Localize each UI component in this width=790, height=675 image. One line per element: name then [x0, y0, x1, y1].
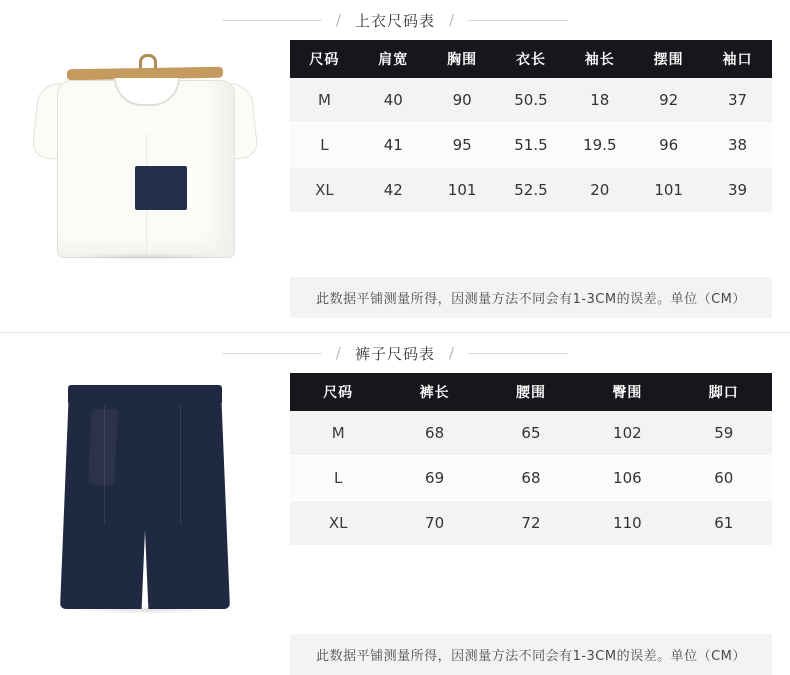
- pants-size-table-wrapper: [290, 373, 790, 546]
- table-row: [290, 411, 772, 456]
- cell-size: XL: [290, 168, 359, 213]
- cell-shoulder: 41: [359, 123, 428, 168]
- section-top: [0, 0, 790, 333]
- table-header-row: [290, 40, 772, 78]
- slash-left-icon: /: [335, 343, 341, 362]
- cell-cuff: 37: [703, 78, 772, 123]
- cell-shoulder: 40: [359, 78, 428, 123]
- cell-hip: 106: [579, 456, 675, 501]
- slash-left-icon: /: [335, 10, 341, 29]
- cell-cuff: 38: [703, 123, 772, 168]
- cell-size: L: [290, 123, 359, 168]
- slash-right-icon: /: [449, 343, 455, 362]
- section-pants-heading: [0, 333, 790, 373]
- cell-size: M: [290, 411, 386, 456]
- white-tshirt-illustration: [39, 54, 251, 259]
- section-top-title: 上衣尺码表: [354, 11, 435, 30]
- cell-size: XL: [290, 501, 386, 546]
- pants-pleat-left: [104, 405, 105, 525]
- table-row: [290, 123, 772, 168]
- column-header-pant-length: 裤长: [386, 373, 482, 411]
- column-header-sleeve-length: 袖长: [565, 40, 634, 78]
- cell-waist: 72: [483, 501, 579, 546]
- cell-bust: 101: [428, 168, 497, 213]
- pants-waistband: [68, 385, 222, 403]
- cell-size: M: [290, 78, 359, 123]
- column-header-waist: 腰围: [483, 373, 579, 411]
- table-row: [290, 168, 772, 213]
- column-header-leg-opening: 脚口: [676, 373, 772, 411]
- heading-rule-right: [468, 353, 568, 354]
- cell-length: 51.5: [497, 123, 566, 168]
- pants-note-wrapper: [0, 610, 790, 675]
- top-size-table: [290, 40, 772, 213]
- cell-waist: 68: [483, 456, 579, 501]
- table-row: [290, 78, 772, 123]
- pants-size-table: [290, 373, 772, 546]
- cell-bust: 90: [428, 78, 497, 123]
- navy-culottes-illustration: [60, 385, 230, 610]
- cell-leg-opening: 61: [676, 501, 772, 546]
- cell-sleeve-length: 19.5: [565, 123, 634, 168]
- pants-pleat-right: [180, 405, 181, 525]
- tshirt-navy-pocket: [135, 166, 187, 210]
- cell-size: L: [290, 456, 386, 501]
- column-header-hem: 摆围: [634, 40, 703, 78]
- column-header-shoulder: 肩宽: [359, 40, 428, 78]
- column-header-hip: 臀围: [579, 373, 675, 411]
- table-header-row: [290, 373, 772, 411]
- slash-right-icon: /: [449, 10, 455, 29]
- tshirt-shadow: [63, 253, 227, 261]
- cell-cuff: 39: [703, 168, 772, 213]
- cell-hip: 102: [579, 411, 675, 456]
- cell-hem: 101: [634, 168, 703, 213]
- column-header-cuff: 袖口: [703, 40, 772, 78]
- pants-legs: [60, 401, 230, 609]
- cell-length: 52.5: [497, 168, 566, 213]
- cell-hem: 92: [634, 78, 703, 123]
- cell-sleeve-length: 18: [565, 78, 634, 123]
- cell-leg-opening: 59: [676, 411, 772, 456]
- cell-leg-opening: 60: [676, 456, 772, 501]
- heading-rule-right: [468, 20, 568, 21]
- top-note-wrapper: [0, 259, 790, 318]
- table-row: [290, 456, 772, 501]
- cell-waist: 65: [483, 411, 579, 456]
- section-pants-title: 裤子尺码表: [354, 344, 435, 363]
- section-pants-body: [0, 373, 790, 610]
- heading-rule-left: [222, 20, 322, 21]
- top-size-table-wrapper: [290, 40, 790, 213]
- top-measurement-note: 此数据平铺测量所得，因测量方法不同会有1-3CM的误差。单位（CM）: [290, 277, 772, 318]
- column-header-bust: 胸围: [428, 40, 497, 78]
- section-top-heading: [0, 0, 790, 40]
- section-pants: [0, 333, 790, 675]
- cell-hem: 96: [634, 123, 703, 168]
- section-top-body: [0, 40, 790, 259]
- pants-garment-image: [0, 373, 290, 610]
- cell-hip: 110: [579, 501, 675, 546]
- top-garment-image: [0, 40, 290, 259]
- cell-sleeve-length: 20: [565, 168, 634, 213]
- cell-pant-length: 68: [386, 411, 482, 456]
- cell-length: 50.5: [497, 78, 566, 123]
- heading-rule-left: [222, 353, 322, 354]
- column-header-size: 尺码: [290, 40, 359, 78]
- column-header-size: 尺码: [290, 373, 386, 411]
- cell-bust: 95: [428, 123, 497, 168]
- cell-pant-length: 69: [386, 456, 482, 501]
- pants-shadow: [70, 606, 220, 614]
- pants-fold-highlight: [88, 408, 118, 485]
- cell-shoulder: 42: [359, 168, 428, 213]
- table-row: [290, 501, 772, 546]
- pants-measurement-note: 此数据平铺测量所得，因测量方法不同会有1-3CM的误差。单位（CM）: [290, 634, 772, 675]
- cell-pant-length: 70: [386, 501, 482, 546]
- column-header-length: 衣长: [497, 40, 566, 78]
